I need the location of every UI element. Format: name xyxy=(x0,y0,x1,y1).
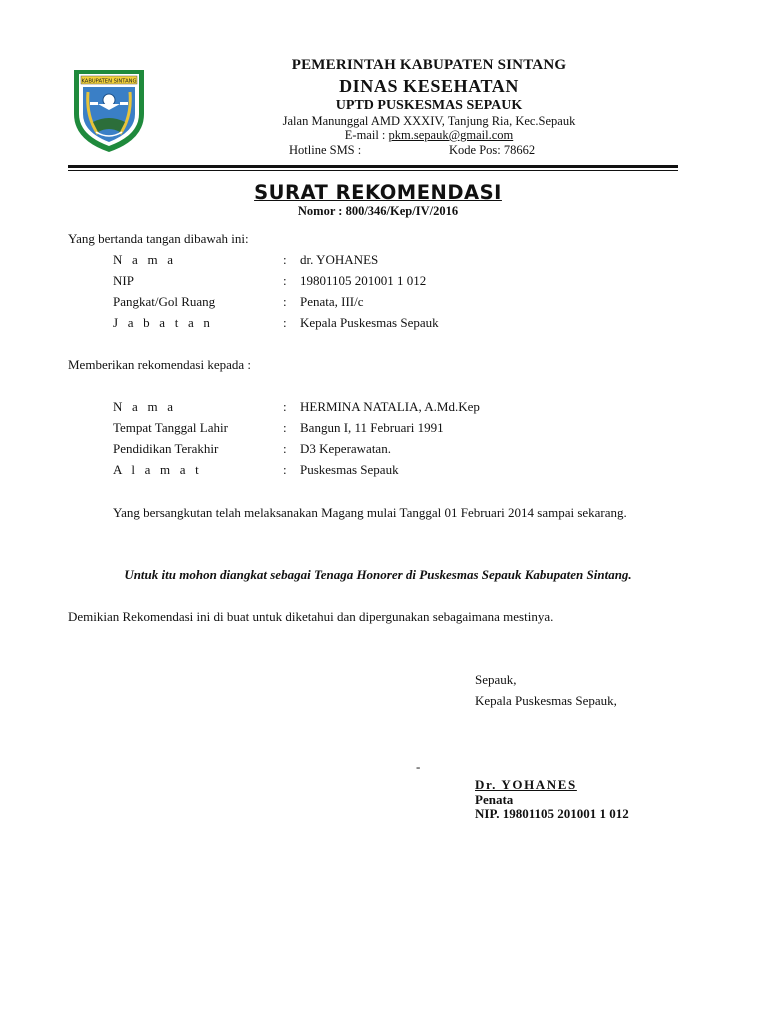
signer-name: Dr. YOHANES xyxy=(475,777,577,792)
signer-rank: Penata xyxy=(475,792,514,807)
signature-place: Sepauk, xyxy=(475,672,517,687)
recipient-birth-value: Bangun I, 11 Februari 1991 xyxy=(300,420,444,435)
signer-rank-value: Penata, III/c xyxy=(300,294,364,309)
recipient-education-value: D3 Keperawatan. xyxy=(300,441,391,456)
letter-number: Nomor : 800/346/Kep/IV/2016 xyxy=(297,204,459,218)
header-divider-thin xyxy=(68,170,678,171)
recipient-name-label: N a m a xyxy=(113,399,177,414)
signer-nip-label: NIP xyxy=(113,273,134,288)
email-label: E-mail : xyxy=(344,128,389,142)
kabupaten-sintang-logo xyxy=(68,62,150,154)
colon: : xyxy=(283,273,287,288)
colon: : xyxy=(283,252,287,267)
statement-paragraph: Yang bersangkutan telah melaksanakan Magang mulai Tanggal 01 Februari 2014 sampai sekarang. xyxy=(113,505,627,520)
signer-position-value: Kepala Puskesmas Sepauk xyxy=(300,315,439,330)
header-government: PEMERINTAH KABUPATEN SINTANG xyxy=(291,57,567,73)
colon: : xyxy=(283,462,287,477)
signer-nip: NIP. 19801105 201001 1 012 xyxy=(475,806,629,821)
signer-nip-value: 19801105 201001 1 012 xyxy=(300,273,427,288)
signer-rank-label: Pangkat/Gol Ruang xyxy=(113,294,216,309)
letter-title: SURAT REKOMENDASI xyxy=(254,181,502,204)
recipient-birth-label: Tempat Tanggal Lahir xyxy=(113,420,228,435)
closing-text: Demikian Rekomendasi ini di buat untuk diketahui dan dipergunakan sebagaimana mestinya. xyxy=(68,609,554,624)
colon: : xyxy=(283,294,287,309)
signature-dash: - xyxy=(416,759,421,774)
header-department: DINAS KESEHATAN xyxy=(339,76,519,96)
logo-banner-text: KABUPATEN SINTANG xyxy=(81,78,137,85)
recipient-address-value: Puskesmas Sepauk xyxy=(300,462,399,477)
request-statement: Untuk itu mohon diangkat sebagai Tenaga Honorer di Puskesmas Sepauk Kabupaten Sintang. xyxy=(124,567,632,582)
header-postal-code: Kode Pos: 78662 xyxy=(449,143,536,157)
colon: : xyxy=(283,399,287,414)
header-hotline: Hotline SMS : xyxy=(289,143,362,157)
email-link[interactable]: pkm.sepauk@gmail.com xyxy=(388,128,514,142)
colon: : xyxy=(283,441,287,456)
colon: : xyxy=(283,420,287,435)
signer-name-value: dr. YOHANES xyxy=(300,252,379,267)
recommend-intro-text: Memberikan rekomendasi kepada : xyxy=(68,357,252,372)
intro-text: Yang bertanda tangan dibawah ini: xyxy=(68,231,249,246)
header-email-line xyxy=(200,128,658,143)
header-unit: UPTD PUSKESMAS SEPAUK xyxy=(335,98,523,113)
signer-position-label: J a b a t a n xyxy=(113,315,214,330)
header-address: Jalan Manunggal AMD XXXIV, Tanjung Ria, Kec.Sepauk xyxy=(282,114,576,128)
colon: : xyxy=(283,315,287,330)
recipient-name-value: HERMINA NATALIA, A.Md.Kep xyxy=(300,399,480,414)
recipient-address-label: A l a m a t xyxy=(113,462,202,477)
recipient-education-label: Pendidikan Terakhir xyxy=(113,441,219,456)
signature-position: Kepala Puskesmas Sepauk, xyxy=(475,693,617,708)
signer-name-label: N a m a xyxy=(113,252,177,267)
header-divider-thick xyxy=(68,165,678,168)
